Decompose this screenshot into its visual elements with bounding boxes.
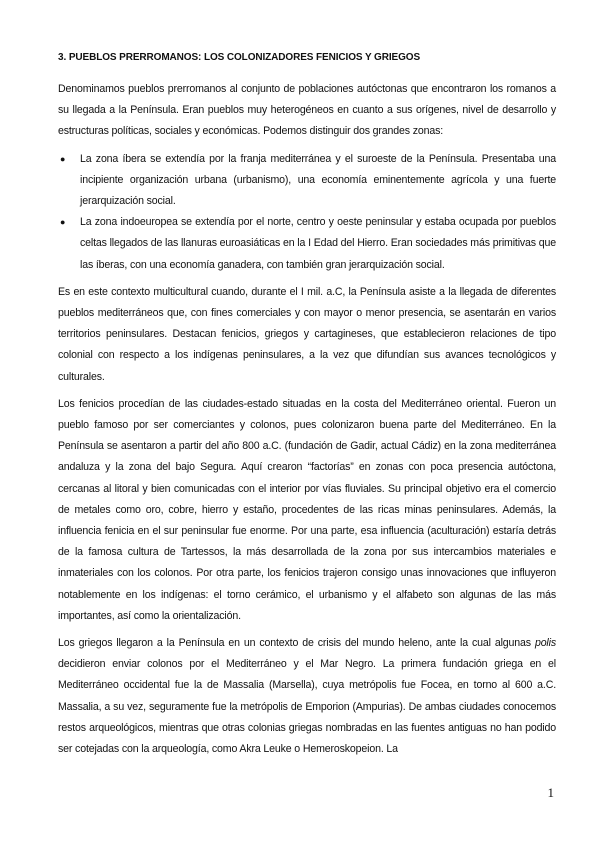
polis-term: polis (534, 637, 556, 650)
fenicios-paragraph: Los fenicios procedían de las ciudades-estado situadas en la costa del Mediterráneo oriental. Fueron un pueblo famoso por ser comerciantes y colonos, pues colonizaron buena parte del Mediterráneo. En la Península se asentaron a partir del año 800 a.C. (fundación de Gadir, actual Cádiz) en la zona mediterránea andaluza y la zona del bajo Segura. Aquí crearon “factorías” en zonas con poca presencia autóctona, cercanas al litoral y bien comunicadas con el interior por vías fluviales. Su principal objetivo era el comercio de metales como oro, cobre, hierro y estaño, procedentes de las ricas minas peninsulares. Además, la influencia fenicia en el sur peninsular fue enorme. Por una parte, esa influencia (aculturación) estaría detrás de la famosa cultura de Tartessos, la más desarrollada de la zona por sus intercambios materiales e inmateriales con los colonos. Por otra parte, los fenicios trajeron consigo unas innovaciones que influyeron notablemente en los indígenas: el torno cerámico, el urbanismo y el alfabeto son algunas de las más importantes, así como la orientalización. (58, 397, 556, 622)
list-item-text: La zona indoeuropea se extendía por el norte, centro y oeste peninsular y estaba ocupada por pueblos celtas llegados de las llanuras euroasiáticas en la I Edad del Hierro. Eran sociedades más primitivas que las íberas, con una economía ganadera, con también gran jerarquización social. (80, 216, 556, 271)
document-page (58, 52, 556, 766)
context-paragraph: Es en este contexto multicultural cuando, durante el I mil. a.C, la Península asiste a la llegada de diferentes pueblos mediterráneos que, con fines comerciales y con mayor o menor presencia, se asentarán en varios territorios peninsulares. Destacan fenicios, griegos y cartagineses, que establecieron relaciones de tipo colonial con respecto a los indígenas peninsulares, a la vez que difundían sus avances tecnológicos y culturales. (58, 285, 556, 383)
list-item-text: La zona íbera se extendía por la franja mediterránea y el suroeste de la Península. Presentaba una incipiente organización urbana (urbanismo), una economía eminentemente agrícola y una fuerte jerarquización social. (80, 152, 556, 208)
bullet-icon: ● (60, 217, 66, 228)
list-item (58, 212, 556, 276)
intro-paragraph: Denominamos pueblos prerromanos al conjunto de poblaciones autóctonas que encontraron los romanos a su llegada a la Península. Eran pueblos muy heterogéneos en cuanto a sus orígenes, nivel de desarrollo y estructuras políticas, sociales y económicas. Podemos distinguir dos grandes zonas: (58, 83, 556, 138)
page-number: 1 (547, 785, 554, 800)
bullet-icon: ● (60, 153, 66, 164)
zones-list (58, 149, 556, 276)
list-item (58, 149, 556, 213)
griegos-paragraph (58, 633, 556, 760)
griegos-text-start: Los griegos llegaron a la Península en un contexto de crisis del mundo heleno, ante la cual algunas (58, 637, 535, 650)
griegos-text-rest: decidieron enviar colonos por el Mediterráneo y el Mar Negro. La primera fundación griega en el Mediterráneo occidental fue la de Massalia (Marsella), cuya metrópolis fue Focea, en torno al 600 a.C. Massalia, a su vez, seguramente fue la metrópolis de Emporion (Ampurias). De ambas ciudades conocemos restos arqueológicos, mientras que otras colonias griegas nombradas en las fuentes antiguas no han podido ser cotejadas con la arqueología, como Akra Leuke o Hemeroskopeion. La (58, 658, 556, 756)
section-heading: 3. PUEBLOS PRERROMANOS: LOS COLONIZADORES FENICIOS Y GRIEGOS (58, 52, 421, 63)
